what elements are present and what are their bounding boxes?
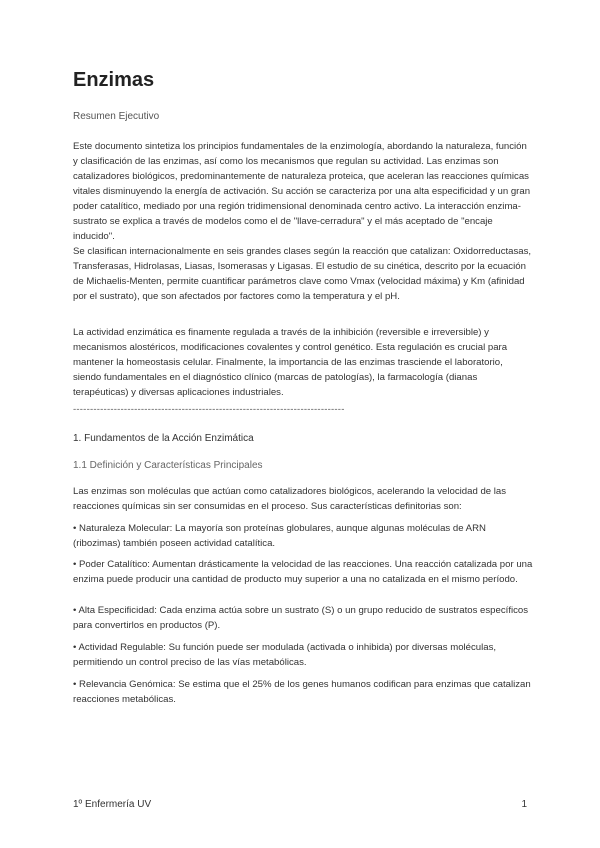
intro-paragraph: Las enzimas son moléculas que actúan como catalizadores biológicos, acelerando la velocidad de las reacciones químicas sin ser consumidas en el proceso. Sus características definitorias son: [73, 486, 507, 512]
footer-label: 1º Enfermería UV [73, 799, 152, 810]
subsection-heading: 1.1 Definición y Características Principales [73, 460, 263, 471]
section-heading: 1. Fundamentos de la Acción Enzimática [73, 433, 254, 444]
bullet-item: • Relevancia Genómica: Se estima que el 25% de los genes humanos codifican para enzimas que catalizan reacciones metabólicas. [73, 679, 531, 705]
summary-paragraph: La actividad enzimática es finamente regulada a través de la inhibición (reversible e irreversible) y mecanismos alostéricos, modificaciones covalentes y control genético. Esta regulación es crucial para mantener la homeostasis celular. Finalmente, la importancia de las enzimas trasciende el laboratorio, siendo fundamentales en el diagnóstico clínico (marcas de patologías), la farmacología (dianas terapéuticas) y diversas aplicaciones industriales. [73, 327, 508, 398]
summary-paragraph: Este documento sintetiza los principios fundamentales de la enzimología, abordando la naturaleza, función y clasificación de las enzimas, así como los mecanismos que regulan su actividad. Las enzimas son catalizadores biológicos, predominantemente de naturaleza proteica, que aceleran las reacciones químicas vitales disminuyendo la energía de activación. Su acción se caracteriza por una alta especificidad y un gran poder catalítico, mediado por una región tridimensional denominada centro activo. La interacción enzima-sustrato se explica a través de modelos como el de "llave-cerradura" y el más aceptado de "encaje inducido". [73, 141, 531, 242]
page-number: 1 [521, 799, 527, 810]
bullet-item: • Alta Especificidad: Cada enzima actúa sobre un sustrato (S) o un grupo reducido de sustratos específicos para convertirlos en productos (P). [73, 605, 529, 631]
bullet-item: • Naturaleza Molecular: La mayoría son proteínas globulares, aunque algunas moléculas de ARN (ribozimas) también poseen actividad catalítica. [73, 523, 486, 549]
section-divider: -------------------------------------------------------------------------------- [73, 404, 345, 415]
summary-paragraph: Se clasifican internacionalmente en seis grandes clases según la reacción que catalizan: Oxidorreductasas, Transferasas, Hidrolasas, Liasas, Isomerasas y Ligasas. El estudio de su cinética, descrito por la ecuación de Michaelis-Menten, permite cuantificar parámetros clave como Vmax (velocidad máxima) y Km (afinidad por el sustrato), que son afectados por factores como la temperatura y el pH. [73, 246, 532, 302]
page-subtitle: Resumen Ejecutivo [73, 111, 160, 122]
bullet-item: • Actividad Regulable: Su función puede ser modulada (activada o inhibida) por diversas moléculas, permitiendo un control preciso de las vías metabólicas. [73, 642, 497, 668]
bullet-item: • Poder Catalítico: Aumentan drásticamente la velocidad de las reacciones. Una reacción catalizada por una enzima puede producir una cantidad de producto muy superior a una no catalizada en el mismo período. [73, 559, 533, 585]
page-title: Enzimas [73, 69, 155, 91]
